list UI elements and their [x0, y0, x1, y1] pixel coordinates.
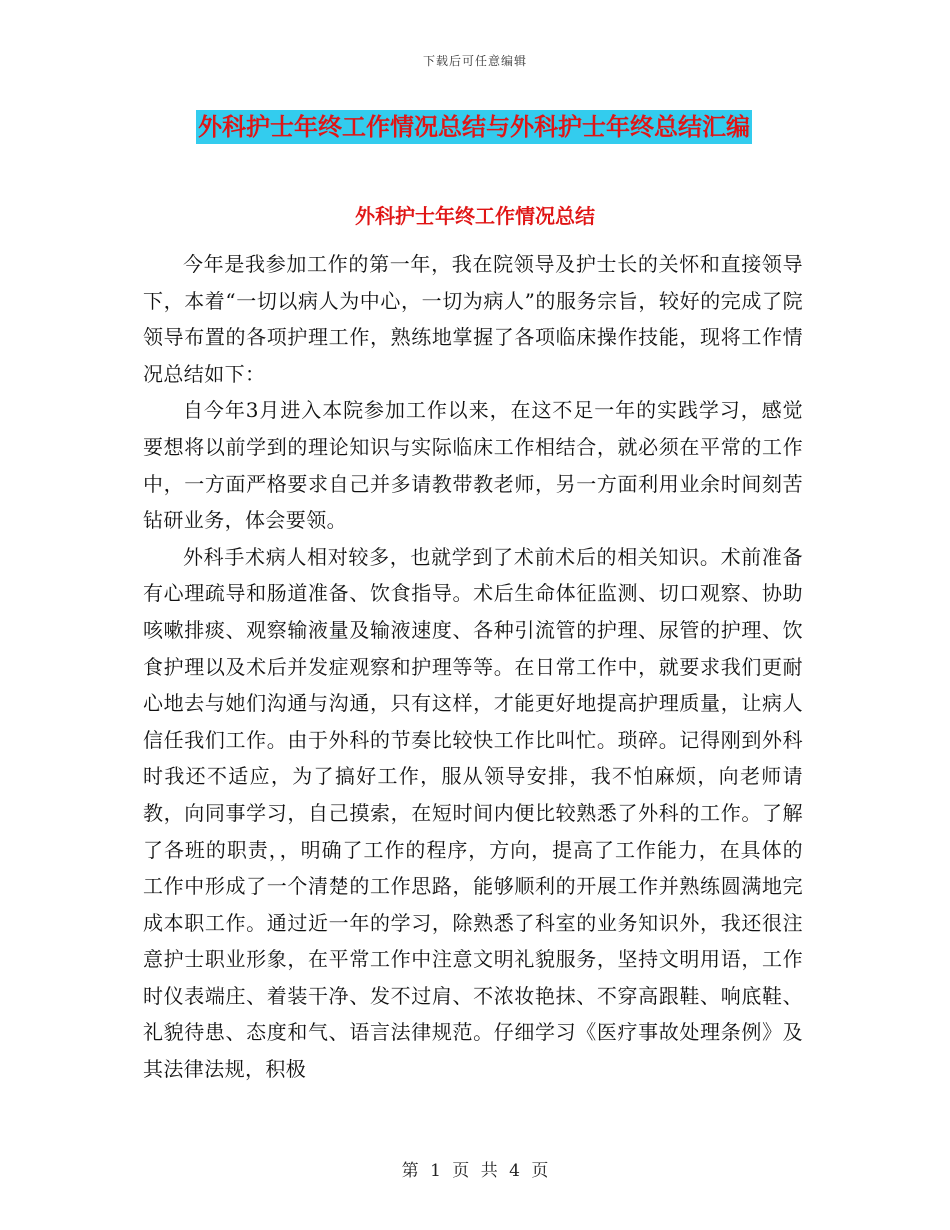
paragraph: 自今年3月进入本院参加工作以来，在这不足一年的实践学习，感觉要想将以前学到的理论知识与实际临床工作相结合，就必须在平常的工作中，一方面严格要求自己并多请教带教老师，另一方面利用业余时间刻苦钻研业务，体会要领。	[143, 398, 803, 533]
document-title: 外科护士年终工作情况总结与外科护士年终总结汇编	[196, 110, 752, 144]
paragraph: 今年是我参加工作的第一年，我在院领导及护士长的关怀和直接领导下，本着“一切以病人为中心，一切为病人”的服务宗旨，较好的完成了院领导布置的各项护理工作，熟练地掌握了各项临床操作技能，现将工作情况总结如下：	[143, 252, 803, 386]
paragraph: 外科手术病人相对较多，也就学到了术前术后的相关知识。术前准备有心理疏导和肠道准备、饮食指导。术后生命体征监测、切口观察、协助咳嗽排痰、观察输液量及输液速度、各种引流管的护理、尿管的护理、饮食护理以及术后并发症观察和护理等等。在日常工作中，就要求我们更耐心地去与她们沟通与沟通，只有这样，才能更好地提高护理质量，让病人信任我们工作。由于外科的节奏比较快工作比叫忙。琐碎。记得刚到外科时我还不适应，为了搞好工作，服从领导安排，我不怕麻烦，向老师请教，向同事学习，自己摸索，在短时间内便比较熟悉了外科的工作。了解了各班的职责，，明确了工作的程序，方向，提高了工作能力，在具体的工作中形成了一个清楚的工作思路，能够顺利的开展工作并熟练圆满地完成本职工作。通过近一年的学习，除熟悉了科室的业务知识外，我还很注意护士职业形象，在平常工作中注意文明礼貌服务，坚持文明用语，工作时仪表端庄、着装干净、发不过肩、不浓妆艳抹、不穿高跟鞋、响底鞋、礼貌待患、态度和气、语言法律规范。仔细学习《医疗事故处理条例》及其法律法规，积极	[143, 544, 803, 1082]
page-header-note: 下载后可任意编辑	[422, 54, 527, 68]
body-text	[143, 246, 803, 1088]
page-footer: 第 1 页 共 4 页	[401, 1161, 549, 1181]
section-title: 外科护士年终工作情况总结	[355, 204, 595, 228]
